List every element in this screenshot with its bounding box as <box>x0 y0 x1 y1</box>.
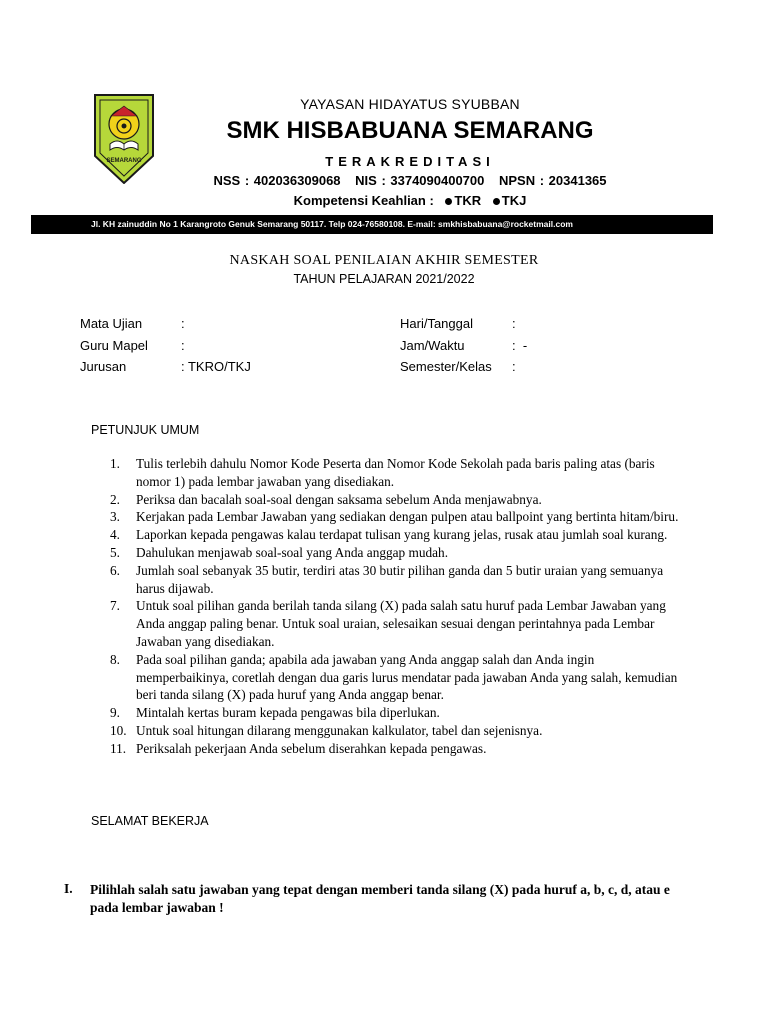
instruction-item <box>92 597 682 650</box>
instruction-text: Periksa dan bacalah soal-soal dengan saksama sebelum Anda menjawabnya. <box>136 491 542 507</box>
instruction-number: 7. <box>110 598 120 614</box>
instruction-item <box>92 651 682 704</box>
academic-year: TAHUN PELAJARAN 2021/2022 <box>293 272 475 286</box>
instruction-item <box>92 455 682 491</box>
field-label-hari-tanggal: Hari/Tanggal <box>400 316 473 331</box>
instruction-item <box>92 704 682 722</box>
nis-number: NIS : 3374090400700 <box>355 173 485 188</box>
instruction-text: Mintalah kertas buram kepada pengawas bila diperlukan. <box>136 705 440 721</box>
instruction-number: 9. <box>110 705 120 721</box>
instruction-item <box>92 740 682 758</box>
competency-line <box>160 193 660 208</box>
instruction-text: Dahulukan menjawab soal-soal yang Anda anggap mudah. <box>136 544 449 560</box>
field-value-mata-ujian: : <box>181 316 185 331</box>
instruction-text: Laporkan kepada pengawas kalau terdapat tulisan yang kurang jelas, rusak atau jumlah soal kurang. <box>136 527 668 543</box>
bullet-icon <box>493 198 500 205</box>
instruction-number: 8. <box>110 651 120 667</box>
field-value-semester-kelas: : <box>512 359 516 374</box>
field-label-guru-mapel: Guru Mapel <box>80 338 148 353</box>
field-value-hari-tanggal: : <box>512 316 516 331</box>
instruction-number: 5. <box>110 544 120 560</box>
instructions-list <box>92 455 682 758</box>
address-bar: Jl. KH zainuddin No 1 Karangroto Genuk Semarang 50117. Telp 024-76580108. E-mail: smkhisbabuana@rocketmail.com <box>31 215 713 234</box>
field-value-jurusan: : TKRO/TKJ <box>181 359 251 374</box>
instruction-text: Periksalah pekerjaan Anda sebelum diserahkan kepada pengawas. <box>136 740 487 756</box>
instruction-number: 6. <box>110 562 120 578</box>
instruction-text: Pada soal pilihan ganda; apabila ada jawaban yang Anda anggap salah dan Anda ingin memperbaikinya, coretlah dengan dua garis lurus mendatar pada jawaban Anda yang salah, kemudian beri tanda silang (X) pada huruf yang Anda anggap benar. <box>136 651 678 703</box>
document-title: NASKAH SOAL PENILAIAN AKHIR SEMESTER <box>229 253 539 268</box>
competency-label: Kompetensi Keahlian : <box>293 193 434 208</box>
instruction-text: Untuk soal pilihan ganda berilah tanda silang (X) pada salah satu huruf pada Lembar Jawaban yang Anda anggap paling benar. Untuk soal uraian, selesaikan sesuai dengan perintahnya pada Lembar Jawaban yang disediakan. <box>136 598 666 649</box>
instruction-number: 2. <box>110 491 120 507</box>
school-logo <box>94 94 154 184</box>
nss-number: NSS : 402036309068 <box>213 173 341 188</box>
instruction-text: Jumlah soal sebanyak 35 butir, terdiri atas 30 butir pilihan ganda dan 5 butir uraian yang semuanya harus dijawab. <box>136 562 664 596</box>
logo-caption: SEMARANG <box>106 158 142 164</box>
instruction-item <box>92 526 682 544</box>
instruction-item <box>92 544 682 562</box>
field-value-guru-mapel: : <box>181 338 185 353</box>
field-label-semester-kelas: Semester/Kelas <box>400 359 492 374</box>
instruction-number: 4. <box>110 527 120 543</box>
instruction-item <box>92 562 682 598</box>
competency-tkr: TKR <box>454 193 482 208</box>
instruction-number: 10. <box>110 722 127 738</box>
instruction-text: Kerjakan pada Lembar Jawaban yang sediakan dengan pulpen atau ballpoint yang bertinta hitam/biru. <box>136 509 679 525</box>
competency-tkj: TKJ <box>501 193 527 208</box>
field-label-jurusan: Jurusan <box>80 359 127 374</box>
npsn-number: NPSN : 20341365 <box>499 173 607 188</box>
school-identifiers <box>160 173 660 188</box>
field-label-jam-waktu: Jam/Waktu <box>400 338 465 353</box>
instruction-item <box>92 722 682 740</box>
instruction-item <box>92 491 682 509</box>
section-instruction: Pilihlah salah satu jawaban yang tepat dengan memberi tanda silang (X) pada huruf a, b, c, d, atau e pada lembar jawaban ! <box>90 882 670 915</box>
closing-text: SELAMAT BEKERJA <box>91 814 209 828</box>
field-label-mata-ujian: Mata Ujian <box>80 316 143 331</box>
accreditation-label: TERAKREDITASI <box>325 154 495 169</box>
instruction-number: 1. <box>110 456 120 471</box>
instruction-item <box>92 508 682 526</box>
field-value-jam-waktu: : - <box>512 338 528 353</box>
instruction-text: Untuk soal hitungan dilarang menggunakan kalkulator, tabel dan sejenisnya. <box>136 722 543 738</box>
instructions-heading: PETUNJUK UMUM <box>91 423 200 437</box>
instruction-number: 3. <box>110 509 120 525</box>
school-name: SMK HISBABUANA SEMARANG <box>226 117 594 144</box>
instruction-text: Tulis terlebih dahulu Nomor Kode Peserta dan Nomor Kode Sekolah pada baris paling atas (baris nomor 1) pada lembar jawaban yang disediakan. <box>136 456 655 489</box>
instruction-number: 11. <box>110 740 127 756</box>
section-number: I. <box>64 881 73 896</box>
foundation-name: YAYASAN HIDAYATUS SYUBBAN <box>300 96 520 112</box>
bullet-icon <box>445 198 452 205</box>
